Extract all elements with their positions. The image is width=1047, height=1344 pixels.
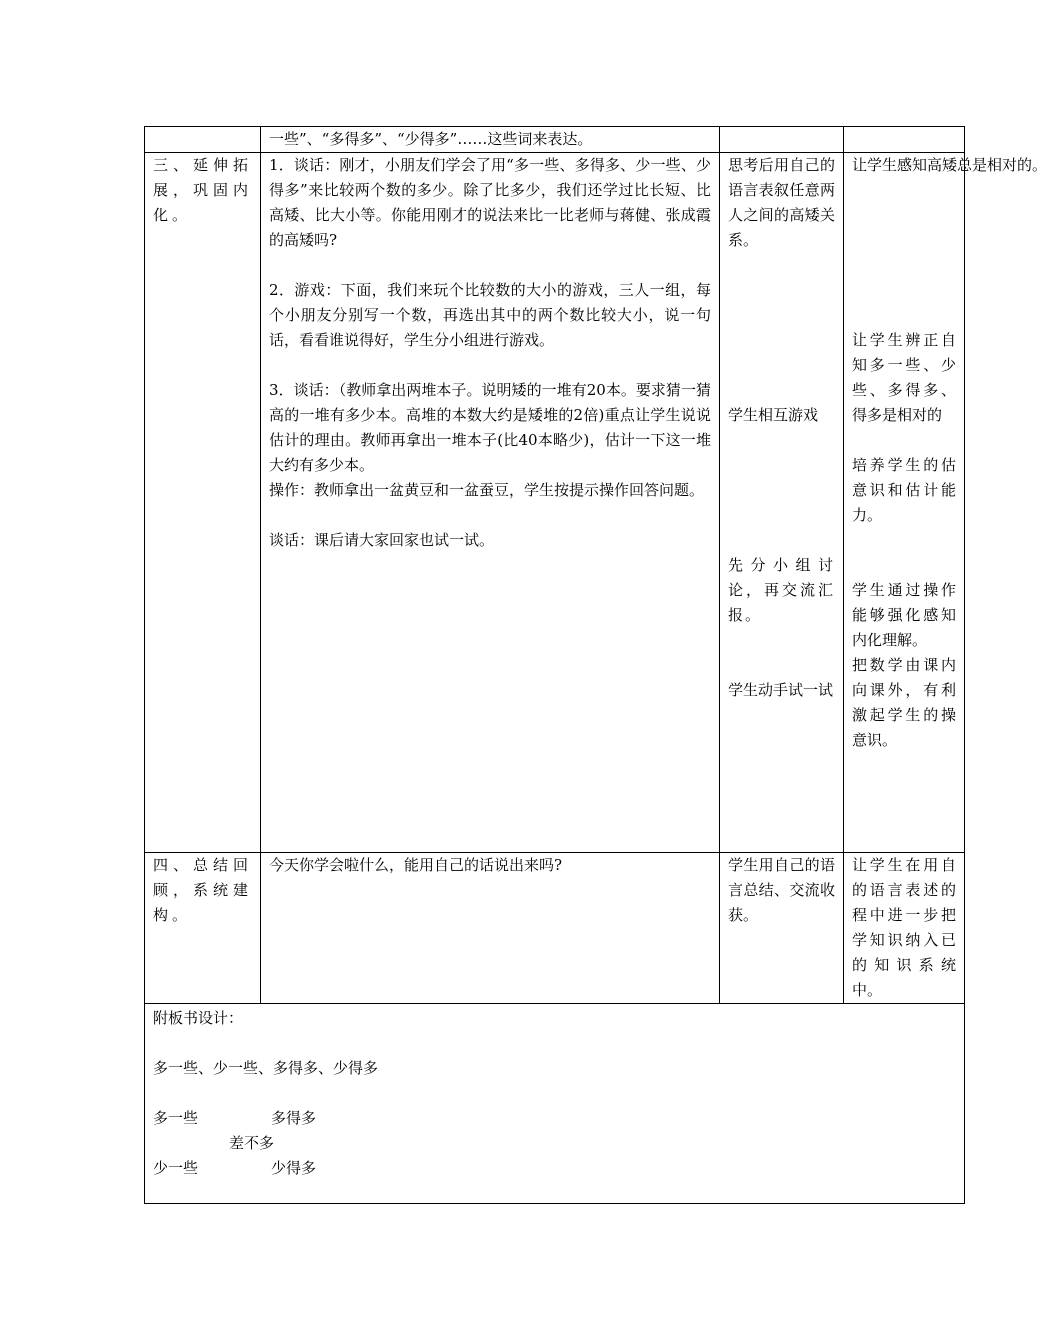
student-activity-cell [720, 127, 844, 153]
student-text: 思考后用自己的语言表叙任意两人之间的高矮关系。 [728, 156, 835, 249]
board-term: 少一些 [153, 1159, 199, 1177]
student-text: 学生相互游戏 [728, 406, 819, 424]
student-activity-cell [720, 153, 844, 853]
process-text: 1．谈话：刚才，小朋友们学会了用“多一些、多得多、少一些、少得多”来比较两个数的多少。除了比多少，我们还学过比长短、比高矮、比大小等。你能用刚才的说法来比一比老师与蒋健、张成霞的高矮吗? [269, 156, 711, 249]
student-text: 学生用自己的语言总结、交流收获。 [728, 856, 835, 924]
process-text: 2．游戏：下面，我们来玩个比较数的大小的游戏，三人一组，每个小朋友分别写一个数，再选出其中的两个数比较大小，说一句话，看看谁说得好，学生分小组进行游戏。 [269, 281, 711, 349]
process-text: 今天你学会啦什么，能用自己的话说出来吗? [269, 856, 563, 874]
intent-text: 把数学由课内向课外，有利激起学生的操意识。 [852, 656, 956, 749]
intent-text: 让学生在用自的语言表述的程中进一步把学知识纳入已的知识系统中。 [852, 856, 956, 999]
student-text: 先分小组讨论，再交流汇报。 [728, 556, 835, 624]
table-row [145, 153, 965, 853]
process-text: 一些”、“多得多”、“少得多”……这些词来表达。 [269, 130, 593, 148]
board-term: 多一些 [153, 1109, 199, 1127]
board-diagram [153, 1106, 956, 1181]
process-cell [261, 127, 720, 153]
stage-title: 四、总结回顾，系统建构。 [153, 856, 252, 924]
process-text: 3．谈话：（教师拿出两堆本子。说明矮的一堆有20本。要求猜一猜高的一堆有多少本。高堆的本数大约是矮堆的2倍)重点让学生说说估计的理由。教师再拿出一堆本子(比40本略少)，估计一下这一堆大约有多少本。 [269, 381, 711, 474]
intent-text: 让学生辨正自知多一些、少些、多得多、得多是相对的 [852, 331, 956, 424]
design-intent-cell [844, 153, 1047, 853]
design-intent-cell [844, 127, 965, 153]
stage-cell [145, 127, 261, 153]
board-term: 差不多 [229, 1134, 275, 1152]
table-row [145, 127, 965, 153]
board-term: 多得多 [271, 1109, 317, 1127]
board-design-cell [145, 1004, 965, 1204]
intent-text: 让学生感知高矮总是相对的。 [852, 156, 1047, 174]
stage-title: 三、延伸拓展，巩固内化。 [153, 156, 252, 224]
process-text: 操作：教师拿出一盆黄豆和一盆蚕豆，学生按提示操作回答问题。 [269, 481, 705, 499]
process-text: 谈话：课后请大家回家也试一试。 [269, 531, 495, 549]
student-text: 学生动手试一试 [728, 681, 834, 699]
process-cell [261, 853, 720, 1004]
intent-text: 培养学生的估意识和估计能力。 [852, 456, 956, 524]
lesson-plan-table [144, 126, 1047, 1204]
board-title: 附板书设计： [153, 1009, 244, 1027]
student-activity-cell [720, 853, 844, 1004]
intent-text: 学生通过操作能够强化感知内化理解。 [852, 581, 956, 649]
board-term: 少得多 [271, 1159, 317, 1177]
stage-cell [145, 853, 261, 1004]
process-cell [261, 153, 720, 853]
table-row [145, 853, 965, 1004]
design-intent-cell [844, 853, 965, 1004]
board-line: 多一些、少一些、多得多、少得多 [153, 1059, 379, 1077]
table-row [145, 1004, 965, 1204]
stage-cell [145, 153, 261, 853]
